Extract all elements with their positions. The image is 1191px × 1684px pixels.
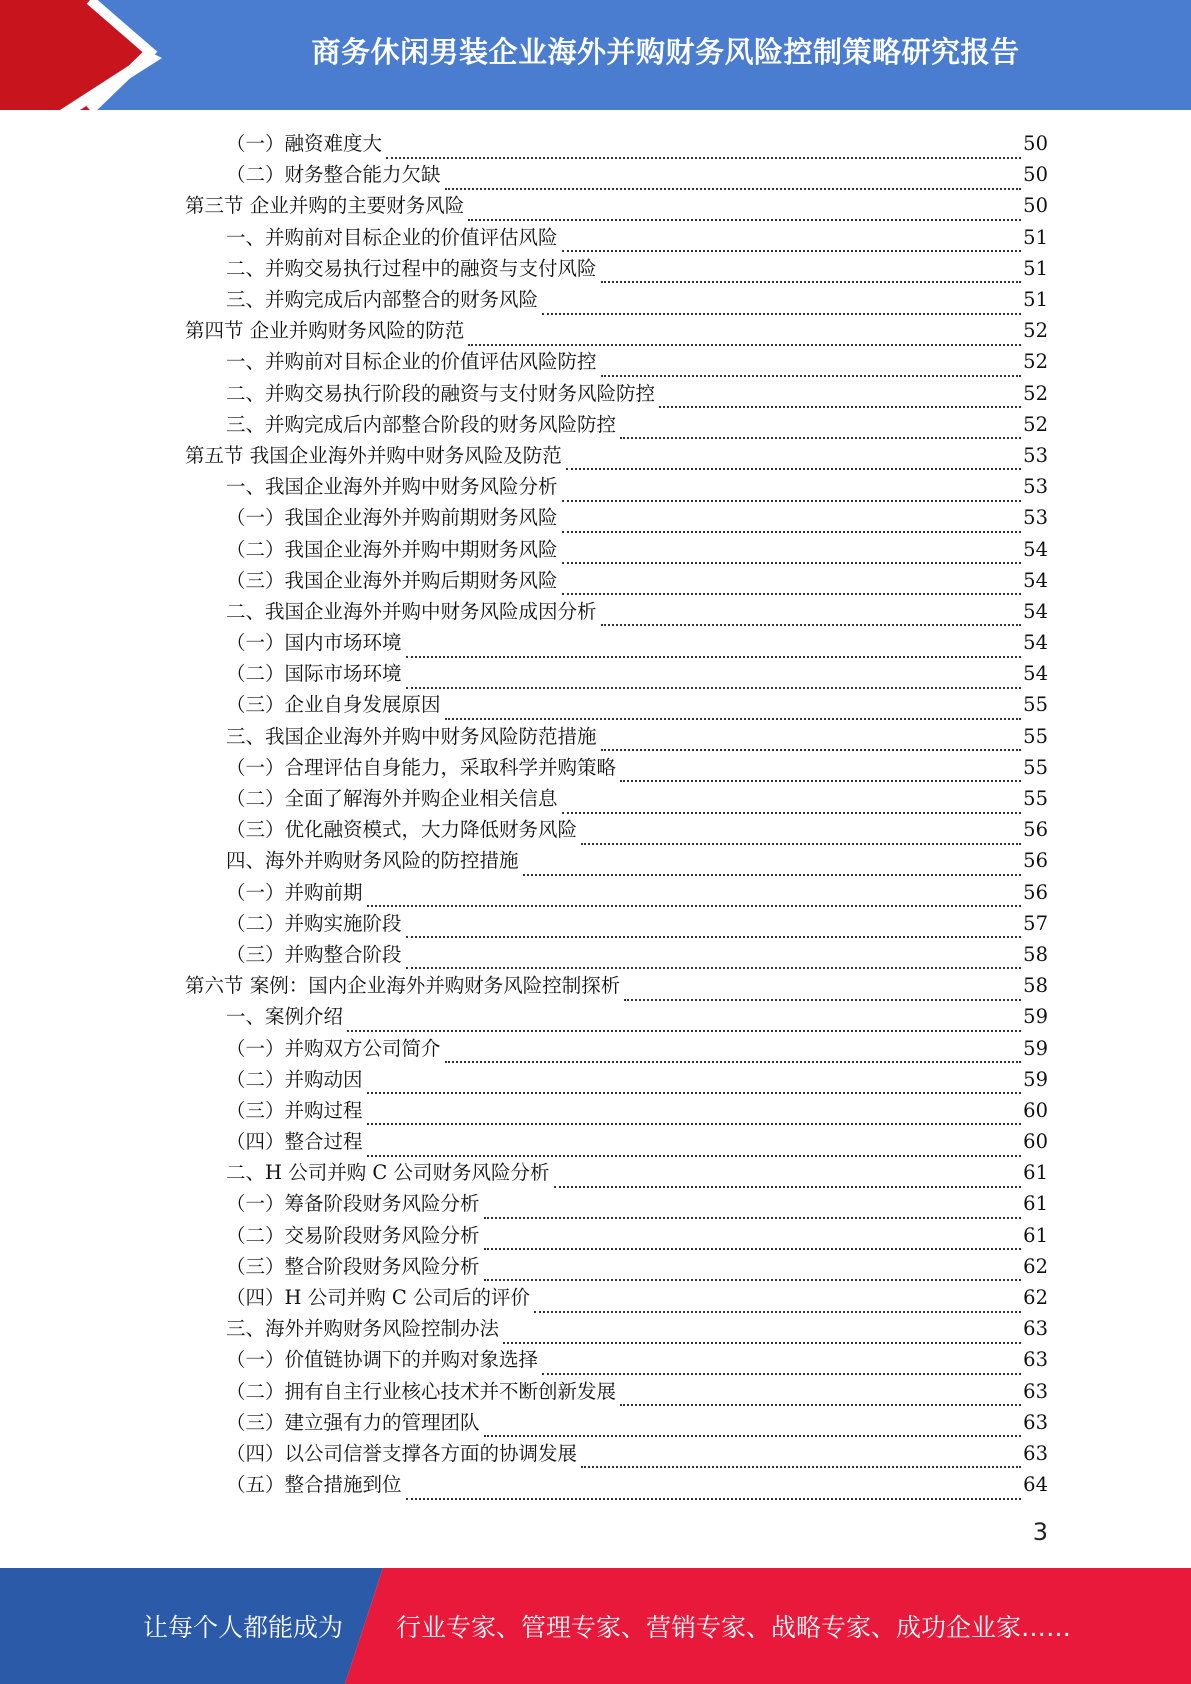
toc-entry-title: 三、我国企业海外并购中财务风险防范措施 [226,724,597,748]
dot-leader [562,230,1022,252]
toc-entry-title: 三、海外并购财务风险控制办法 [226,1317,500,1341]
toc-entry[interactable] [0,409,1191,440]
toc-entry[interactable] [0,253,1191,284]
toc-entry[interactable] [0,783,1191,814]
dot-leader [484,1228,1022,1250]
report-title: 商务休闲男装企业海外并购财务风险控制策略研究报告 [311,34,1020,69]
toc-entry-page: 52 [1023,350,1048,374]
toc-entry[interactable] [0,721,1191,752]
toc-entry[interactable] [0,1469,1191,1500]
footer-slogan-left: 让每个人都能成为 [143,1613,344,1642]
toc-entry-page: 50 [1023,132,1048,156]
toc-entry[interactable] [0,1064,1191,1095]
toc-entry-page: 52 [1023,412,1048,436]
toc-entry-page: 54 [1023,537,1048,561]
toc-entry-page: 63 [1023,1348,1048,1372]
toc-entry-title: （二）拥有自主行业核心技术并不断创新发展 [226,1379,617,1403]
dot-leader [601,355,1022,377]
toc-entry-title: （一）价值链协调下的并购对象选择 [226,1348,539,1372]
page-footer [0,1568,1191,1684]
toc-entry-title: （一）融资难度大 [226,132,383,156]
dot-leader [562,573,1022,595]
dot-leader [347,1010,1021,1032]
toc-entry-title: 第三节 企业并购的主要财务风险 [185,194,465,218]
toc-entry-title: 二、并购交易执行阶段的融资与支付财务风险防控 [226,381,656,405]
toc-entry[interactable] [0,1126,1191,1157]
dot-leader [542,293,1021,315]
dot-leader [534,1291,1021,1313]
toc-entry[interactable] [0,1220,1191,1251]
toc-entry-title: 一、案例介绍 [226,1005,344,1029]
dot-leader [406,916,1022,938]
toc-entry-title: （三）并购整合阶段 [226,942,402,966]
toc-entry-page: 51 [1023,225,1048,249]
dot-leader [620,417,1021,439]
dot-leader [367,1072,1022,1094]
toc-entry-title: （四）整合过程 [226,1130,363,1154]
toc-entry[interactable] [0,1095,1191,1126]
dot-leader [468,199,1021,221]
toc-entry-page: 58 [1023,942,1048,966]
toc-entry[interactable] [0,689,1191,720]
toc-entry-page: 59 [1023,1067,1048,1091]
toc-entry-page: 53 [1023,506,1048,530]
toc-entry-title: 三、并购完成后内部整合阶段的财务风险防控 [226,412,617,436]
toc-entry-title: （二）交易阶段财务风险分析 [226,1223,480,1247]
dot-leader [601,729,1022,751]
dot-leader [620,1384,1021,1406]
page-header [0,0,1191,110]
toc-entry[interactable] [0,1188,1191,1219]
toc-entry-title: （四）以公司信誉支撑各方面的协调发展 [226,1441,578,1465]
toc-entry-page: 53 [1023,475,1048,499]
dot-leader [542,1353,1021,1375]
toc-entry-page: 50 [1023,163,1048,187]
toc-entry-page: 61 [1023,1161,1048,1185]
toc-entry-title: （三）整合阶段财务风险分析 [226,1254,480,1278]
toc-entry-title: （三）建立强有力的管理团队 [226,1410,480,1434]
toc-entry-page: 63 [1023,1410,1048,1434]
toc-entry[interactable] [0,284,1191,315]
toc-entry-title: 第六节 案例：国内企业海外并购财务风险控制探析 [185,974,621,998]
dot-leader [562,480,1022,502]
page-number: 3 [1032,1518,1048,1546]
toc-entry-title: 第四节 企业并购财务风险的防范 [185,319,465,343]
toc-entry[interactable] [0,440,1191,471]
toc-entry[interactable] [0,1344,1191,1375]
toc-entry-title: 四、海外并购财务风险的防控措施 [226,849,519,873]
table-of-contents [0,128,1191,1500]
toc-entry[interactable] [0,1407,1191,1438]
dot-leader [386,137,1021,159]
toc-entry-title: （四）H 公司并购 C 公司后的评价 [226,1286,531,1310]
dot-leader [581,1446,1021,1468]
toc-entry-title: 一、并购前对目标企业的价值评估风险 [226,225,558,249]
dot-leader [484,1415,1022,1437]
dot-leader [406,1478,1022,1500]
dot-leader [468,324,1021,346]
toc-entry[interactable] [0,1313,1191,1344]
toc-entry[interactable] [0,533,1191,564]
toc-entry-title: （三）优化融资模式，大力降低财务风险 [226,818,578,842]
toc-entry-page: 63 [1023,1441,1048,1465]
toc-entry[interactable] [0,159,1191,190]
toc-entry-title: （三）企业自身发展原因 [226,693,441,717]
toc-entry-page: 55 [1023,787,1048,811]
dot-leader [445,1041,1022,1063]
toc-entry-page: 53 [1023,443,1048,467]
toc-entry-title: （一）并购前期 [226,880,363,904]
toc-entry-page: 57 [1023,911,1048,935]
toc-entry-page: 61 [1023,1192,1048,1216]
toc-entry[interactable] [0,346,1191,377]
toc-entry-page: 51 [1023,288,1048,312]
dot-leader [659,386,1021,408]
toc-entry[interactable] [0,128,1191,159]
toc-entry[interactable] [0,190,1191,221]
toc-entry[interactable] [0,908,1191,939]
toc-entry-page: 58 [1023,974,1048,998]
dot-leader [620,760,1021,782]
toc-entry[interactable] [0,502,1191,533]
toc-entry-page: 62 [1023,1286,1048,1310]
toc-entry-page: 54 [1023,599,1048,623]
dot-leader [562,511,1022,533]
footer-slogan-right: 行业专家、管理专家、营销专家、战略专家、成功企业家…… [396,1613,1072,1642]
dot-leader [581,823,1021,845]
toc-entry[interactable] [0,1157,1191,1188]
dot-leader [523,854,1022,876]
toc-entry[interactable] [0,1251,1191,1282]
toc-entry[interactable] [0,627,1191,658]
toc-entry[interactable] [0,752,1191,783]
toc-entry-title: （二）国际市场环境 [226,662,402,686]
toc-entry[interactable] [0,471,1191,502]
toc-entry[interactable] [0,1001,1191,1032]
toc-entry-title: （二）全面了解海外并购企业相关信息 [226,787,558,811]
toc-entry[interactable] [0,315,1191,346]
toc-entry-page: 55 [1023,693,1048,717]
toc-entry-page: 64 [1023,1473,1048,1497]
dot-leader [367,885,1022,907]
toc-entry[interactable] [0,814,1191,845]
toc-entry-title: 二、并购交易执行过程中的融资与支付风险 [226,256,597,280]
toc-entry[interactable] [0,970,1191,1001]
toc-entry-title: （二）财务整合能力欠缺 [226,163,441,187]
toc-entry-title: （三）并购过程 [226,1098,363,1122]
toc-entry[interactable] [0,378,1191,409]
toc-entry[interactable] [0,939,1191,970]
toc-entry-page: 63 [1023,1379,1048,1403]
toc-entry-page: 56 [1023,849,1048,873]
toc-entry-page: 55 [1023,724,1048,748]
toc-entry-page: 51 [1023,256,1048,280]
dot-leader [406,667,1022,689]
dot-leader [601,261,1022,283]
toc-entry-page: 56 [1023,818,1048,842]
toc-entry[interactable] [0,1032,1191,1063]
toc-entry-title: （一）合理评估自身能力，采取科学并购策略 [226,755,617,779]
toc-entry-page: 59 [1023,1005,1048,1029]
toc-entry-page: 60 [1023,1130,1048,1154]
toc-entry-page: 55 [1023,755,1048,779]
dot-leader [554,1166,1022,1188]
toc-entry-title: （二）我国企业海外并购中期财务风险 [226,537,558,561]
toc-entry-title: 三、并购完成后内部整合的财务风险 [226,288,539,312]
dot-leader [445,698,1022,720]
dot-leader [566,448,1021,470]
dot-leader [445,168,1022,190]
toc-entry-page: 52 [1023,319,1048,343]
toc-entry[interactable] [0,596,1191,627]
toc-entry-title: （一）筹备阶段财务风险分析 [226,1192,480,1216]
toc-entry[interactable] [0,1438,1191,1469]
toc-entry-page: 56 [1023,880,1048,904]
toc-entry[interactable] [0,222,1191,253]
toc-entry[interactable] [0,565,1191,596]
dot-leader [503,1322,1021,1344]
toc-entry-title: （二）并购实施阶段 [226,911,402,935]
dot-leader [601,604,1022,626]
toc-entry-page: 62 [1023,1254,1048,1278]
toc-entry-page: 54 [1023,631,1048,655]
toc-entry-title: （一）并购双方公司简介 [226,1036,441,1060]
dot-leader [406,636,1022,658]
toc-entry-page: 54 [1023,568,1048,592]
dot-leader [406,947,1022,969]
toc-entry[interactable] [0,658,1191,689]
toc-entry[interactable] [0,1376,1191,1407]
toc-entry-page: 52 [1023,381,1048,405]
dot-leader [484,1197,1022,1219]
toc-entry-title: 一、并购前对目标企业的价值评估风险防控 [226,350,597,374]
toc-entry-title: 一、我国企业海外并购中财务风险分析 [226,475,558,499]
toc-entry-title: （一）我国企业海外并购前期财务风险 [226,506,558,530]
dot-leader [562,542,1022,564]
toc-entry[interactable] [0,877,1191,908]
toc-entry-title: 二、H 公司并购 C 公司财务风险分析 [226,1161,550,1185]
toc-entry-page: 63 [1023,1317,1048,1341]
toc-entry-page: 54 [1023,662,1048,686]
toc-entry-title: （一）国内市场环境 [226,631,402,655]
toc-entry-page: 59 [1023,1036,1048,1060]
toc-entry-page: 60 [1023,1098,1048,1122]
toc-entry-title: 第五节 我国企业海外并购中财务风险及防范 [185,443,562,467]
toc-entry-page: 61 [1023,1223,1048,1247]
toc-entry-title: （二）并购动因 [226,1067,363,1091]
toc-entry-title: （三）我国企业海外并购后期财务风险 [226,568,558,592]
dot-leader [367,1135,1022,1157]
toc-entry-page: 50 [1023,194,1048,218]
dot-leader [624,979,1021,1001]
dot-leader [562,792,1022,814]
toc-entry-title: （五）整合措施到位 [226,1473,402,1497]
toc-entry[interactable] [0,845,1191,876]
dot-leader [484,1259,1022,1281]
dot-leader [367,1103,1022,1125]
toc-entry[interactable] [0,1282,1191,1313]
toc-entry-title: 二、我国企业海外并购中财务风险成因分析 [226,599,597,623]
